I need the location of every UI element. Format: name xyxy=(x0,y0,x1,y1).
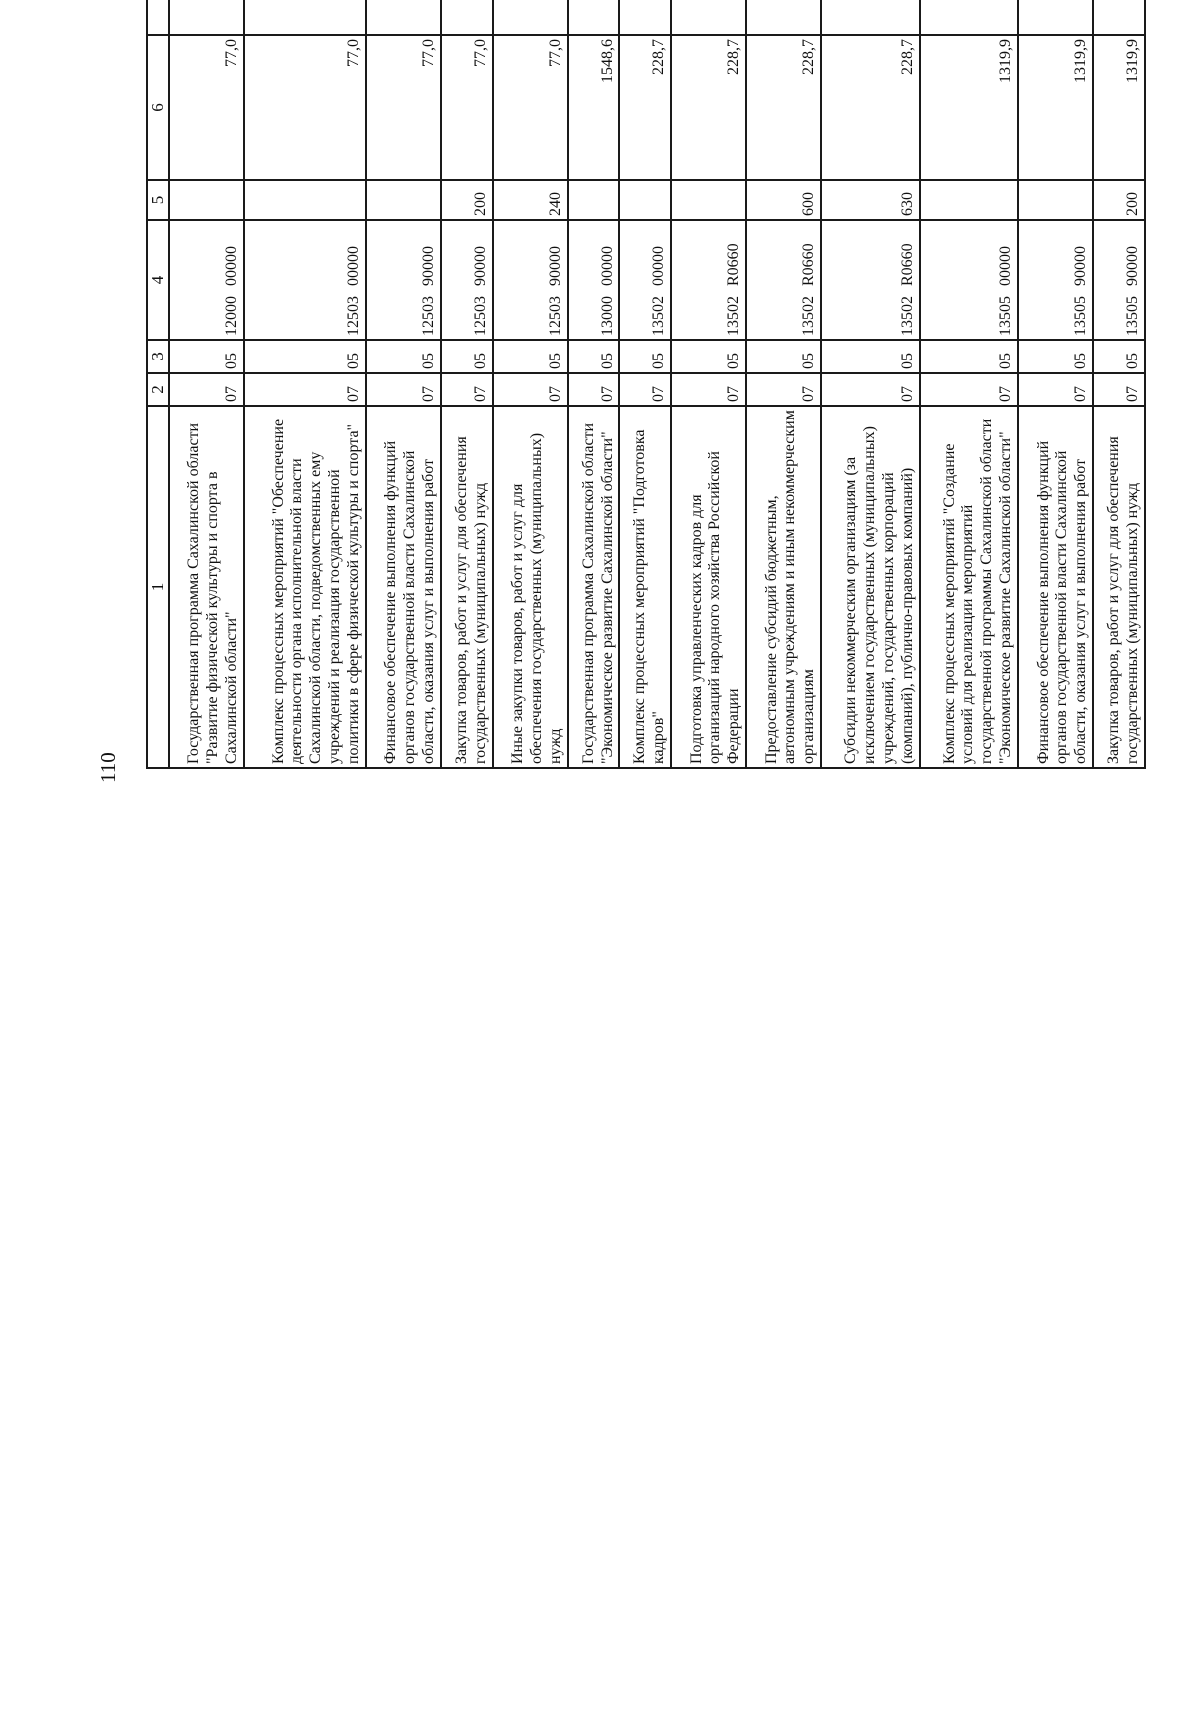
row-name-cell xyxy=(821,406,919,768)
amount-cell-col6 xyxy=(671,35,746,180)
row-name: Финансовое обеспечение выполнения функций органов государственной власти Сахалинской области, оказания услуг и выполнения работ xyxy=(382,440,438,764)
column-header: 2 xyxy=(147,373,169,406)
row-name: Комплекс процессных мероприятий "Создание условий для реализации мероприятий государственной программы Сахалинской области "Экономическое развитие Сахалинской области" xyxy=(940,418,1015,764)
subsection-code-cell xyxy=(1018,340,1093,373)
target-article-cell xyxy=(746,220,821,340)
expense-type-cell xyxy=(671,180,746,220)
row-name-cell xyxy=(244,406,366,768)
expense-type-cell xyxy=(568,180,620,220)
subsection-code-cell xyxy=(244,340,366,373)
row-name-cell xyxy=(441,406,493,768)
amount-col6: 1319,9 xyxy=(1072,39,1090,83)
expense-type-cell xyxy=(619,180,671,220)
amount-cell-col6 xyxy=(746,35,821,180)
amount-cell-col7 xyxy=(1018,0,1093,35)
subsection-code-cell xyxy=(1093,340,1145,373)
subsection-code-cell xyxy=(821,340,919,373)
table-row xyxy=(746,0,821,768)
amount-cell-col6 xyxy=(366,35,441,180)
target-article-direction: 00000 xyxy=(223,246,241,286)
section-code-cell xyxy=(568,373,620,406)
column-header: 1 xyxy=(147,406,169,768)
amount-cell-col7 xyxy=(619,0,671,35)
target-article-direction: 90000 xyxy=(1072,246,1090,286)
subsection-code-cell xyxy=(619,340,671,373)
row-name-cell xyxy=(619,406,671,768)
target-article-cell xyxy=(568,220,620,340)
table-row xyxy=(493,0,568,768)
row-name-cell xyxy=(746,406,821,768)
amount-col6: 228,7 xyxy=(898,39,916,75)
section-code-cell xyxy=(493,373,568,406)
column-header: 6 xyxy=(147,35,169,180)
section-code-cell xyxy=(244,373,366,406)
table-row xyxy=(244,0,366,768)
target-article-program: 13505 xyxy=(1072,296,1090,336)
row-name-cell xyxy=(1018,406,1093,768)
target-article-program: 12000 xyxy=(223,296,241,336)
target-article-direction: R0660 xyxy=(800,243,818,286)
expense-type: 200 xyxy=(1124,192,1142,216)
amount-cell-col7 xyxy=(671,0,746,35)
target-article-direction: 90000 xyxy=(1124,246,1142,286)
section-code-cell xyxy=(1018,373,1093,406)
subsection-code: 05 xyxy=(471,353,489,369)
row-name-cell xyxy=(671,406,746,768)
subsection-code: 05 xyxy=(345,353,363,369)
target-article-cell xyxy=(920,220,1018,340)
target-article-cell xyxy=(671,220,746,340)
amount-col6: 228,7 xyxy=(725,39,743,75)
section-code: 07 xyxy=(800,386,818,402)
amount-col6: 77,0 xyxy=(223,39,241,67)
target-article-cell xyxy=(1093,220,1145,340)
amount-cell-col7 xyxy=(169,0,244,35)
row-name-cell xyxy=(169,406,244,768)
amount-cell-col6 xyxy=(568,35,620,180)
section-code-cell xyxy=(366,373,441,406)
row-name: Иные закупки товаров, работ и услуг для обеспечения государственных (муниципальных) нужд xyxy=(509,432,564,764)
column-header: 4 xyxy=(147,220,169,340)
subsection-code-cell xyxy=(493,340,568,373)
amount-cell-col7 xyxy=(366,0,441,35)
amount-cell-col6 xyxy=(920,35,1018,180)
expense-type: 630 xyxy=(898,192,916,216)
amount-col6: 77,0 xyxy=(420,39,438,67)
amount-cell-col6 xyxy=(619,35,671,180)
expense-type-cell xyxy=(746,180,821,220)
target-article-program: 13502 xyxy=(650,296,668,336)
row-name-cell xyxy=(493,406,568,768)
amount-cell-col7 xyxy=(493,0,568,35)
table-row xyxy=(821,0,919,768)
target-article-program: 12503 xyxy=(546,296,564,336)
table-row xyxy=(441,0,493,768)
table-row xyxy=(920,0,1018,768)
column-header: 3 xyxy=(147,340,169,373)
subsection-code-cell xyxy=(746,340,821,373)
amount-col6: 1319,9 xyxy=(1124,39,1142,83)
table-row xyxy=(1093,0,1145,768)
expense-type-cell xyxy=(920,180,1018,220)
row-name: Предоставление субсидий бюджетным, автономным учреждениям и иным некоммерческим организациям xyxy=(762,410,818,764)
table-row xyxy=(366,0,441,768)
table-row xyxy=(1018,0,1093,768)
target-article-program: 13505 xyxy=(1124,296,1142,336)
row-name-cell xyxy=(366,406,441,768)
subsection-code: 05 xyxy=(420,353,438,369)
table-row xyxy=(568,0,620,768)
subsection-code-cell xyxy=(441,340,493,373)
row-name: Комплекс процессных мероприятий "Обеспечение деятельности органа исполнительной власти Сахалинской области, подведомственных ему учреждений и реализация государственной политики в сфере физической культуры и спорта" xyxy=(269,418,363,764)
amount-cell-col7 xyxy=(244,0,366,35)
rotated-table-container xyxy=(146,39,1146,769)
target-article-cell xyxy=(366,220,441,340)
target-article-direction: 90000 xyxy=(471,246,489,286)
target-article-direction: 00000 xyxy=(650,246,668,286)
target-article-direction: 00000 xyxy=(997,246,1015,286)
expense-type-cell xyxy=(244,180,366,220)
target-article-direction: 90000 xyxy=(420,246,438,286)
subsection-code: 05 xyxy=(223,353,241,369)
table-row xyxy=(671,0,746,768)
target-article-program: 13505 xyxy=(997,296,1015,336)
target-article-direction: 00000 xyxy=(598,246,616,286)
section-code-cell xyxy=(671,373,746,406)
amount-cell-col7 xyxy=(920,0,1018,35)
section-code: 07 xyxy=(997,386,1015,402)
target-article-cell xyxy=(244,220,366,340)
amount-cell-col6 xyxy=(169,35,244,180)
table-body xyxy=(169,0,1145,768)
section-code: 07 xyxy=(1072,386,1090,402)
column-header xyxy=(147,0,169,35)
table-row xyxy=(169,0,244,768)
subsection-code-cell xyxy=(568,340,620,373)
section-code-cell xyxy=(821,373,919,406)
header-row xyxy=(147,0,169,768)
row-name-cell xyxy=(920,406,1018,768)
row-name: Финансовое обеспечение выполнения функций органов государственной власти Сахалинской области, оказания услуг и выполнения работ xyxy=(1034,440,1090,764)
expense-type-cell xyxy=(821,180,919,220)
amount-cell-col6 xyxy=(821,35,919,180)
row-name-cell xyxy=(568,406,620,768)
row-name: Комплекс процессных мероприятий "Подготовка кадров" xyxy=(631,429,668,764)
section-code: 07 xyxy=(345,386,363,402)
target-article-cell xyxy=(441,220,493,340)
amount-cell-col7 xyxy=(568,0,620,35)
target-article-cell xyxy=(821,220,919,340)
section-code-cell xyxy=(619,373,671,406)
target-article-cell xyxy=(1018,220,1093,340)
row-name-cell xyxy=(1093,406,1145,768)
section-code: 07 xyxy=(546,386,564,402)
row-name: Закупка товаров, работ и услуг для обеспечения государственных (муниципальных) нужд xyxy=(1105,436,1142,764)
expense-type-cell xyxy=(366,180,441,220)
subsection-code: 05 xyxy=(598,353,616,369)
amount-cell-col7 xyxy=(441,0,493,35)
target-article-program: 12503 xyxy=(471,296,489,336)
section-code: 07 xyxy=(898,386,916,402)
target-article-program: 13502 xyxy=(725,296,743,336)
row-name: Государственная программа Сахалинской области "Экономическое развитие Сахалинской области" xyxy=(579,422,616,764)
amount-col6: 1319,9 xyxy=(997,39,1015,83)
section-code: 07 xyxy=(1124,386,1142,402)
target-article-direction: 90000 xyxy=(546,246,564,286)
row-name: Закупка товаров, работ и услуг для обеспечения государственных (муниципальных) нужд xyxy=(452,436,489,764)
target-article-direction: R0660 xyxy=(725,243,743,286)
section-code: 07 xyxy=(223,386,241,402)
amount-cell-col7 xyxy=(746,0,821,35)
subsection-code-cell xyxy=(366,340,441,373)
expense-type-cell xyxy=(169,180,244,220)
target-article-program: 12503 xyxy=(345,296,363,336)
subsection-code: 05 xyxy=(725,353,743,369)
target-article-cell xyxy=(169,220,244,340)
subsection-code: 05 xyxy=(800,353,818,369)
subsection-code-cell xyxy=(671,340,746,373)
amount-cell-col7 xyxy=(821,0,919,35)
row-name: Государственная программа Сахалинской области "Развитие физической культуры и спорта в Сахалинской области" xyxy=(185,422,241,764)
section-code-cell xyxy=(746,373,821,406)
subsection-code: 05 xyxy=(898,353,916,369)
subsection-code: 05 xyxy=(1124,353,1142,369)
target-article-program: 12503 xyxy=(420,296,438,336)
amount-col6: 77,0 xyxy=(345,39,363,67)
target-article-direction: 00000 xyxy=(345,246,363,286)
target-article-program: 13502 xyxy=(898,296,916,336)
section-code-cell xyxy=(441,373,493,406)
target-article-cell xyxy=(619,220,671,340)
amount-cell-col6 xyxy=(493,35,568,180)
section-code: 07 xyxy=(725,386,743,402)
expense-type-cell xyxy=(441,180,493,220)
expense-type-cell xyxy=(1093,180,1145,220)
section-code-cell xyxy=(1093,373,1145,406)
expense-type-cell xyxy=(493,180,568,220)
target-article-direction: R0660 xyxy=(898,243,916,286)
amount-cell-col7 xyxy=(1093,0,1145,35)
section-code: 07 xyxy=(650,386,668,402)
amount-cell-col6 xyxy=(244,35,366,180)
section-code: 07 xyxy=(471,386,489,402)
amount-col6: 77,0 xyxy=(471,39,489,67)
section-code-cell xyxy=(920,373,1018,406)
amount-col6: 228,7 xyxy=(650,39,668,75)
subsection-code: 05 xyxy=(546,353,564,369)
expense-type: 240 xyxy=(546,192,564,216)
page-number: 110 xyxy=(96,752,120,783)
row-name: Субсидии некоммерческим организациям (за исключением государственных (муниципальных) учреждений, государственных корпораций (компаний), публично-правовых компаний) xyxy=(842,426,916,764)
subsection-code: 05 xyxy=(997,353,1015,369)
subsection-code-cell xyxy=(169,340,244,373)
amount-col6: 1548,6 xyxy=(598,39,616,83)
subsection-code-cell xyxy=(920,340,1018,373)
section-code-cell xyxy=(169,373,244,406)
budget-table xyxy=(146,0,1146,769)
expense-type: 200 xyxy=(471,192,489,216)
subsection-code: 05 xyxy=(1072,353,1090,369)
row-name: Подготовка управленческих кадров для организаций народного хозяйства Российской Федерации xyxy=(687,451,743,764)
amount-cell-col6 xyxy=(441,35,493,180)
target-article-program: 13000 xyxy=(598,296,616,336)
section-code: 07 xyxy=(420,386,438,402)
section-code: 07 xyxy=(598,386,616,402)
subsection-code: 05 xyxy=(650,353,668,369)
table-row xyxy=(619,0,671,768)
amount-cell-col6 xyxy=(1093,35,1145,180)
target-article-program: 13502 xyxy=(800,296,818,336)
target-article-cell xyxy=(493,220,568,340)
amount-cell-col6 xyxy=(1018,35,1093,180)
amount-col6: 228,7 xyxy=(800,39,818,75)
expense-type: 600 xyxy=(800,192,818,216)
expense-type-cell xyxy=(1018,180,1093,220)
column-header: 5 xyxy=(147,180,169,220)
amount-col6: 77,0 xyxy=(546,39,564,67)
